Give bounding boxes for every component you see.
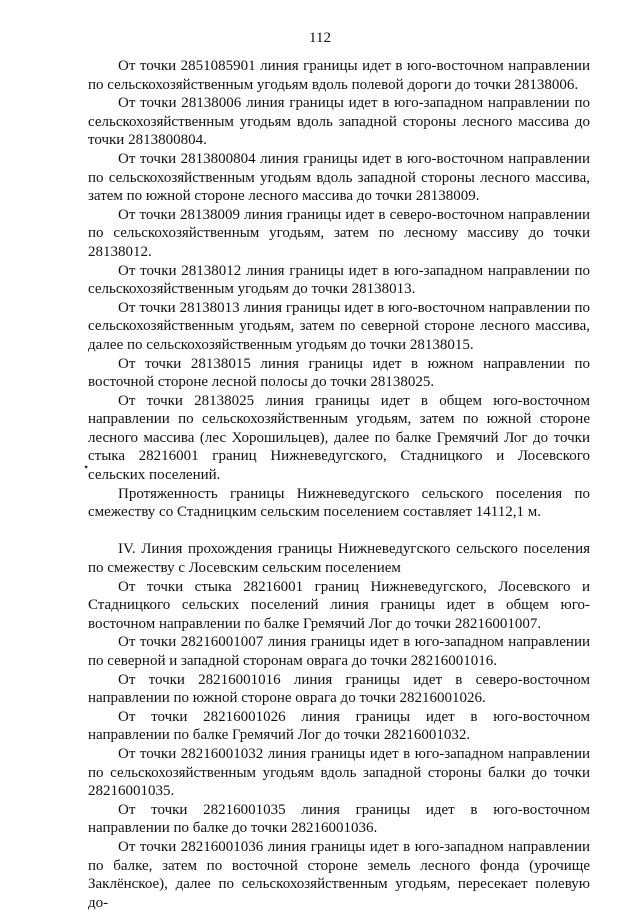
paragraph: От точки 28216001036 линия границы идет в юго-западном направлении по балке, затем по восточной стороне земель лесного фонда (урочище Заклёнское), далее по сельскохозяйственным угодьям, пересекает полевую до-: [88, 838, 590, 911]
paragraph: От точки стыка 28216001 границ Нижневедугского, Лосевского и Стадницкого сельских поселений линия границы идет в общем юго-восточном направлении по балке Гремячий Лог до точки 28216001007.: [88, 578, 590, 632]
summary-paragraph: Протяженность границы Нижневедугского сельского поселения по смежеству со Стадницким сельским поселением составляет 14112,1 м.: [88, 485, 590, 521]
paragraph: От точки 2851085901 линия границы идет в юго-восточном направлении по сельскохозяйственным угодьям вдоль полевой дороги до точки 28138006.: [88, 58, 590, 93]
paragraph: От точки 28138012 линия границы идет в юго-западном направлении по сельскохозяйственным угодьям до точки 28138013.: [88, 262, 590, 298]
page-number: 112: [309, 30, 331, 46]
paragraph: От точки 28216001007 линия границы идет в юго-западном направлении по северной и западной сторонам оврага до точки 28216001016.: [88, 634, 590, 669]
section-heading: IV. Линия прохождения границы Нижневедугского сельского поселения по смежеству с Лосевским сельским поселением: [88, 541, 590, 577]
paragraph: От точки 28138013 линия границы идет в юго-восточном направлении по сельскохозяйственным угодьям, затем по северной стороне лесного массива, далее по сельскохозяйственным угодьям до точки 28138015.: [88, 299, 590, 353]
paragraph: От точки 28138015 линия границы идет в южном направлении по восточной стороне лесной полосы до точки 28138025.: [88, 355, 590, 391]
margin-mark: •: [84, 460, 89, 474]
paragraph: От точки 28216001016 линия границы идет в северо-восточном направлении по южной стороне оврага до точки 28216001026.: [88, 671, 590, 707]
paragraph: От точки 28216001026 линия границы идет в юго-восточном направлении по балке Гремячий Лог до точки 28216001032.: [88, 708, 590, 744]
paragraph: От точки 28138006 линия границы идет в юго-западном направлении по сельскохозяйственным угодьям вдоль западной стороны лесного массива до точки 2813800804.: [88, 95, 590, 149]
paragraph: От точки 28138025 линия границы идет в общем юго-восточном направлении по сельскохозяйственным угодьям, затем по южной стороне лесного массива (лес Хорошильцев), далее по балке Гремячий Лог до точки стыка 28216001 границ Нижневедугского, Стадницкого и Лосевского сельских поселений.: [88, 392, 590, 484]
body-text: [88, 57, 590, 912]
paragraph: От точки 2813800804 линия границы идет в юго-восточном направлении по сельскохозяйственным угодьям вдоль западной стороны лесного массива, затем по южной стороне лесного массива до точки 28138009.: [88, 150, 590, 205]
paragraph: От точки 28216001032 линия границы идет в юго-западном направлении по сельскохозяйственным угодьям вдоль западной стороны балки до точки 28216001035.: [88, 745, 590, 800]
paragraph: От точки 28138009 линия границы идет в северо-восточном направлении по сельскохозяйственным угодьям, затем по лесному массиву до точки 28138012.: [88, 206, 590, 260]
paragraph: От точки 28216001035 линия границы идет в юго-восточном направлении по балке до точки 28216001036.: [88, 801, 590, 837]
